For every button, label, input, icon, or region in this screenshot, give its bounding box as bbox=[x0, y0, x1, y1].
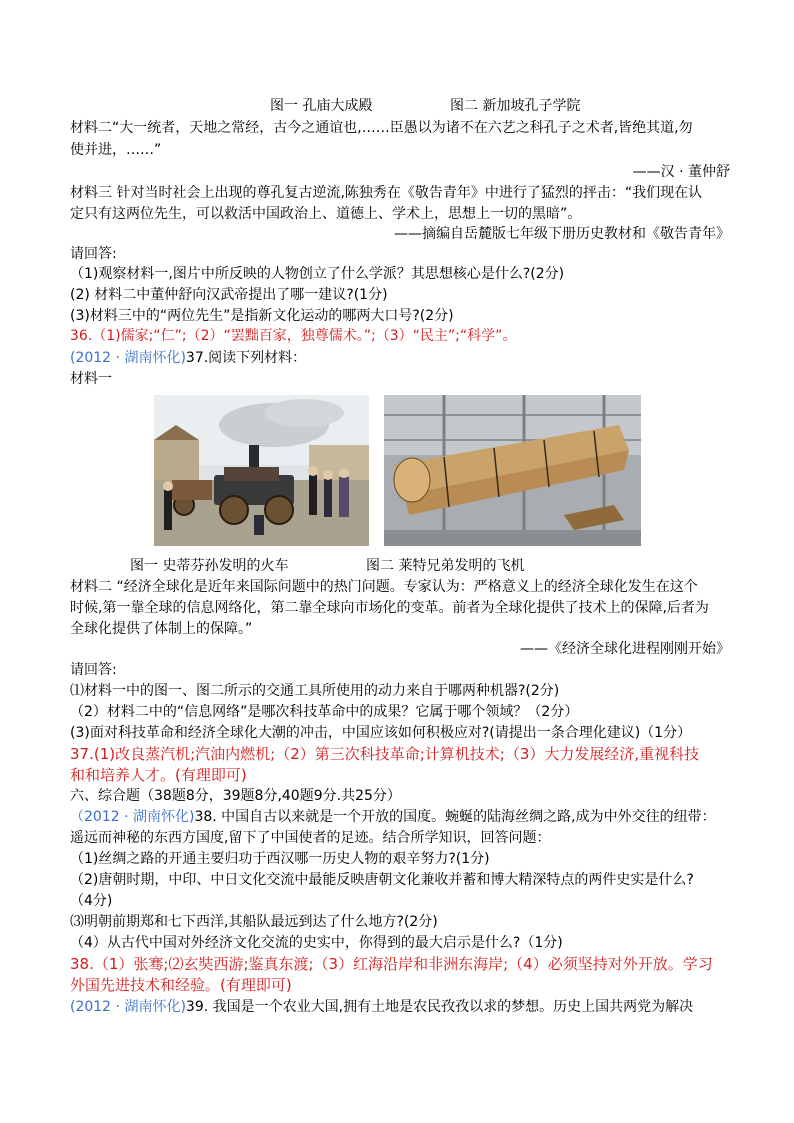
caption-locomotive: 图一 史蒂芬孙发明的火车 bbox=[130, 558, 289, 574]
q38-question2-line2: （4分) bbox=[70, 893, 113, 909]
locomotive-image bbox=[154, 395, 369, 546]
q37-answer-line1: 37.(1)改良蒸汽机;汽油内燃机;（2）第三次科技革命;计算机技术;（3）大力发展经济,重视科技 bbox=[70, 745, 700, 763]
material3-source: ——摘编自岳麓版七年级下册历史教材和《敬告青年》 bbox=[394, 226, 730, 242]
caption-airplane: 图二 莱特兄弟发明的飞机 bbox=[366, 558, 525, 574]
airplane-illustration bbox=[384, 395, 641, 546]
q37-material1-label: 材料一 bbox=[70, 371, 112, 387]
caption-fig2-institute: 图二 新加坡孔子学院 bbox=[450, 98, 581, 114]
q37-prompt: 请回答: bbox=[70, 662, 117, 678]
q38-source-tag: （2012 · 湖南怀化) bbox=[70, 809, 195, 825]
q36-answer: 36.（1)儒家;“仁”;（2）“罢黜百家，独尊儒术。”;（3）“民主”;“科学”。 bbox=[70, 328, 517, 344]
q38-heading-line1: 38. 中国自古以来就是一个开放的国度。蜿蜒的陆海丝绸之路,成为中外交往的纽带： bbox=[194, 809, 716, 825]
q38-header bbox=[70, 807, 730, 827]
material2-source: ——汉 · 董仲舒 bbox=[632, 164, 730, 180]
section-six-heading: 六、综合题（38题8分，39题8分,40题9分.共25分） bbox=[70, 788, 401, 804]
q36-prompt: 请回答: bbox=[70, 246, 117, 262]
q38-question4: （4）从古代中国对外经济文化交流的史实中，你得到的最大启示是什么?（1分) bbox=[70, 935, 563, 951]
q39-source-tag: (2012 · 湖南怀化) bbox=[70, 999, 186, 1015]
material2-line2: 使并进，……” bbox=[70, 142, 162, 158]
material3-line1: 材料三 针对当时社会上出现的尊孔复古逆流,陈独秀在《敬告青年》中进行了猛烈的抨击：“我们现在认 bbox=[70, 185, 703, 201]
q37-material2-source: ——《经济全球化进程刚刚开始》 bbox=[520, 641, 730, 657]
q38-question2-line1: （2)唐朝时期，中印、中日文化交流中最能反映唐朝文化兼收并蓄和博大精深特点的两件史实是什么? bbox=[70, 872, 694, 888]
q36-question3: (3)材料三中的“两位先生”是指新文化运动的哪两大口号?(2分) bbox=[70, 308, 454, 324]
q38-question1: （1)丝绸之路的开通主要归功于西汉哪一历史人物的艰辛努力?(1分) bbox=[70, 851, 490, 867]
q37-question2: （2）材料二中的“信息网络”是哪次科技革命中的成果？它属于哪个领域？（2分） bbox=[70, 704, 579, 720]
q37-header bbox=[70, 348, 730, 368]
q37-material2-line1: 材料二 “经济全球化是近年来国际问题中的热门问题。专家认为：严格意义上的经济全球化发生在这个 bbox=[70, 579, 698, 595]
q36-question1: （1)观察材料一,图片中所反映的人物创立了什么学派？其思想核心是什么?(2分) bbox=[70, 266, 565, 282]
material2-line1: 材料二“大一统者，天地之常经，古今之通谊也,……臣愚以为诸不在六艺之科孔子之术者,皆绝其道,勿 bbox=[70, 120, 693, 136]
q38-answer-line1: 38.（1）张骞;⑵玄奘西游;鉴真东渡;（3）红海沿岸和非洲东海岸;（4）必须坚持对外开放。学习 bbox=[70, 955, 713, 973]
airplane-image bbox=[384, 395, 641, 546]
locomotive-illustration bbox=[154, 395, 369, 546]
q38-heading-line2: 遥远而神秘的东西方国度,留下了中国使者的足迹。结合所学知识，回答问题： bbox=[70, 830, 551, 846]
q36-question2: (2) 材料二中董仲舒向汉武帝提出了哪一建议?(1分) bbox=[70, 287, 388, 303]
q39-header bbox=[70, 997, 730, 1017]
caption-fig1-temple: 图一 孔庙大成殿 bbox=[270, 98, 373, 114]
q37-material2-line2: 时候,第一靠全球的信息网络化，第二靠全球向市场化的变革。前者为全球化提供了技术上的保障,后者为 bbox=[70, 600, 709, 616]
q37-question3: (3)面对科技革命和经济全球化大潮的冲击，中国应该如何积极应对?(请提出一条合理化建议)（1分） bbox=[70, 725, 692, 741]
q39-heading: 39. 我国是一个农业大国,拥有土地是农民孜孜以求的梦想。历史上国共两党为解决 bbox=[185, 999, 694, 1015]
q37-source-tag: (2012 · 湖南怀化) bbox=[70, 350, 186, 366]
q38-answer-line2: 外国先进技术和经验。(有理即可) bbox=[70, 976, 292, 994]
q37-heading: 37.阅读下列材料： bbox=[185, 350, 307, 366]
q37-question1: ⑴材料一中的图一、图二所示的交通工具所使用的动力来自于哪两种机器?(2分) bbox=[70, 683, 560, 699]
q38-question3: ⑶明朝前期郑和七下西洋,其船队最远到达了什么地方?(2分) bbox=[70, 914, 438, 930]
q37-answer-line2: 和和培养人才。(有理即可) bbox=[70, 766, 247, 784]
material3-line2: 定只有这两位先生，可以救活中国政治上、道德上、学术上，思想上一切的黑暗”。 bbox=[70, 206, 582, 222]
q37-material2-line3: 全球化提供了体制上的保障。” bbox=[70, 621, 253, 637]
